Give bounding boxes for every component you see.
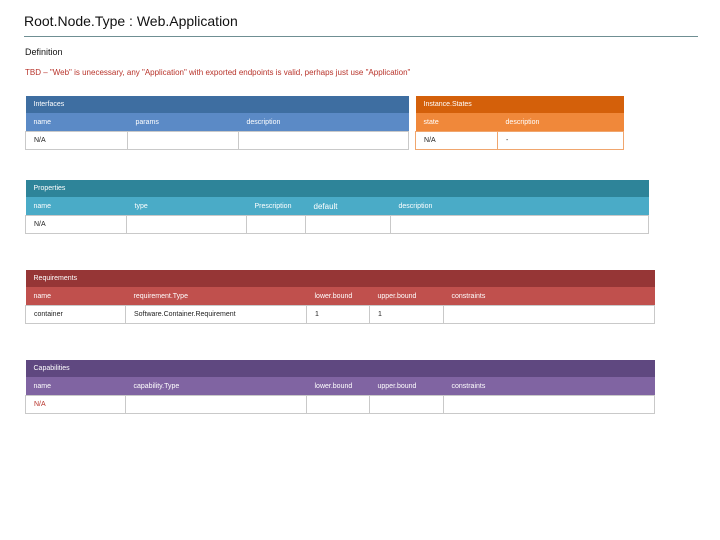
properties-cell — [247, 216, 306, 234]
capabilities-cell — [370, 396, 444, 414]
properties-col-type: type — [127, 197, 247, 216]
interfaces-cell: N/A — [26, 132, 128, 150]
definition-label: Definition — [25, 47, 63, 57]
requirements-table — [25, 270, 655, 324]
interfaces-header: Interfaces — [26, 96, 409, 113]
states-cell: - — [498, 132, 624, 150]
interfaces-col-params: params — [128, 113, 239, 132]
interfaces-col-description: description — [239, 113, 409, 132]
requirements-col-upper-bound: upper.bound — [370, 287, 444, 306]
capabilities-col-constraints: constraints — [444, 377, 655, 396]
instance-states-header: Instance.States — [416, 96, 624, 113]
states-col-state: state — [416, 113, 498, 132]
title-divider — [24, 36, 698, 37]
properties-col-description: description — [391, 197, 649, 216]
properties-col-name: name — [26, 197, 127, 216]
states-cell: N/A — [416, 132, 498, 150]
table-row — [26, 132, 624, 150]
requirements-header: Requirements — [26, 270, 655, 287]
properties-cell — [306, 216, 391, 234]
interfaces-cell — [128, 132, 239, 150]
capabilities-col-name: name — [26, 377, 126, 396]
properties-cell: N/A — [26, 216, 127, 234]
definition-note: TBD – "Web" is unecessary, any "Application" with exported endpoints is valid, perhaps just use "Application" — [25, 68, 411, 77]
properties-cell — [127, 216, 247, 234]
capabilities-cell — [444, 396, 655, 414]
page-title: Root.Node.Type : Web.Application — [24, 13, 238, 29]
requirements-cell: container — [26, 306, 126, 324]
interfaces-cell — [239, 132, 409, 150]
states-col-description: description — [498, 113, 624, 132]
capabilities-table — [25, 360, 655, 414]
interfaces-table — [25, 96, 624, 150]
requirements-col-constraints: constraints — [444, 287, 655, 306]
table-row — [26, 216, 649, 234]
capabilities-cell — [307, 396, 370, 414]
capabilities-col-upper-bound: upper.bound — [370, 377, 444, 396]
table-row — [26, 306, 655, 324]
requirements-col-lower-bound: lower.bound — [307, 287, 370, 306]
capabilities-cell — [126, 396, 307, 414]
capabilities-col-type: capability.Type — [126, 377, 307, 396]
requirements-cell — [444, 306, 655, 324]
interfaces-col-name: name — [26, 113, 128, 132]
requirements-col-name: name — [26, 287, 126, 306]
properties-header: Properties — [26, 180, 649, 197]
requirements-cell: 1 — [370, 306, 444, 324]
requirements-cell: Software.Container.Requirement — [126, 306, 307, 324]
properties-col-default: default — [306, 197, 391, 216]
properties-table — [25, 180, 649, 234]
capabilities-col-lower-bound: lower.bound — [307, 377, 370, 396]
properties-cell — [391, 216, 649, 234]
table-row — [26, 396, 655, 414]
capabilities-cell: N/A — [26, 396, 126, 414]
requirements-col-type: requirement.Type — [126, 287, 307, 306]
requirements-cell: 1 — [307, 306, 370, 324]
properties-col-prescription: Prescription — [247, 197, 306, 216]
capabilities-header: Capabilities — [26, 360, 655, 377]
